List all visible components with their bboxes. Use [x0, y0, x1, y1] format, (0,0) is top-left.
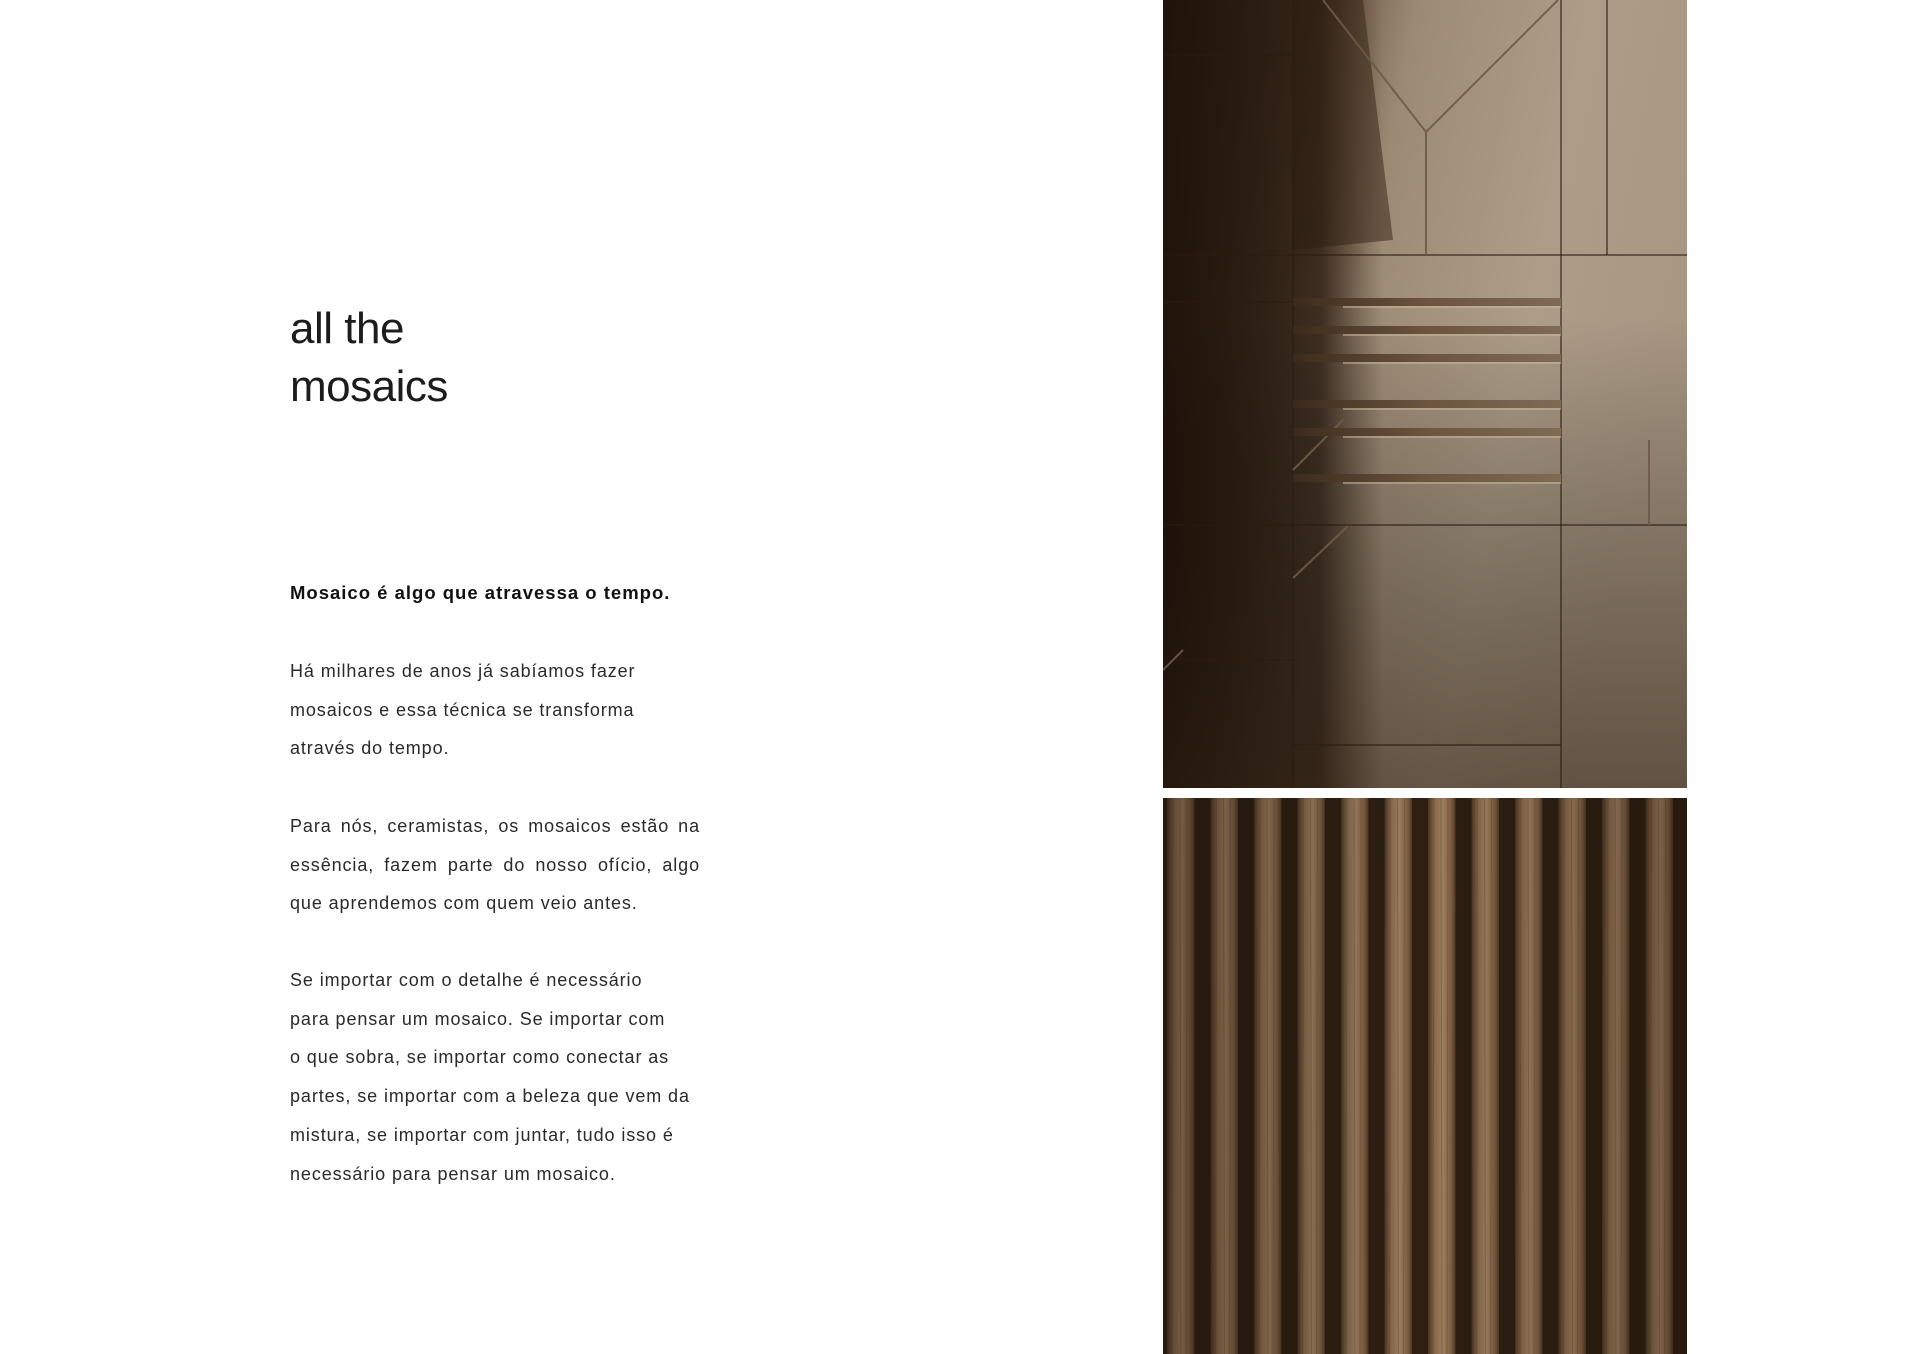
page-title — [290, 300, 710, 416]
paragraph-3-line-6: necessário para pensar um mosaico. — [290, 1163, 616, 1184]
wood-slat-photo — [1163, 798, 1687, 1354]
paragraph-2-line-3: que aprendemos com quem veio antes. — [290, 893, 638, 914]
paragraph-2-line-2: essência, fazem parte do nosso ofício, algo — [290, 854, 700, 875]
paragraph-3-line-5: mistura, se importar com juntar, tudo isso é — [290, 1124, 674, 1145]
paragraph-2-line-1: Para nós, ceramistas, os mosaicos estão na — [290, 816, 700, 836]
paragraph-3-line-4: partes, se importar com a beleza que vem da — [290, 1086, 690, 1107]
paragraph-1-line-1: Há milhares de anos já sabíamos fazer — [290, 661, 636, 681]
paragraph-3-line-1: Se importar com o detalhe é necessário — [290, 970, 643, 990]
lead-sentence: Mosaico é algo que atravessa o tempo. — [290, 582, 671, 603]
paragraph-2 — [290, 807, 700, 923]
title-line-2: mosaics — [290, 362, 448, 411]
stone-relief-photo — [1163, 0, 1687, 788]
wood-slat-illustration — [1163, 798, 1687, 1354]
paragraph-3-line-3: o que sobra, se importar como conectar as — [290, 1047, 670, 1068]
title-line-1: all the — [290, 304, 404, 353]
paragraph-1-line-2: mosaicos e essa técnica se transforma — [290, 699, 635, 720]
title-block — [290, 300, 710, 416]
paragraph-1 — [290, 652, 700, 768]
paragraph-1-line-3: através do tempo. — [290, 738, 450, 759]
paragraph-3-line-2: para pensar um mosaico. Se importar com — [290, 1008, 666, 1029]
paragraph-3 — [290, 961, 700, 1193]
stone-relief-illustration — [1163, 0, 1687, 788]
